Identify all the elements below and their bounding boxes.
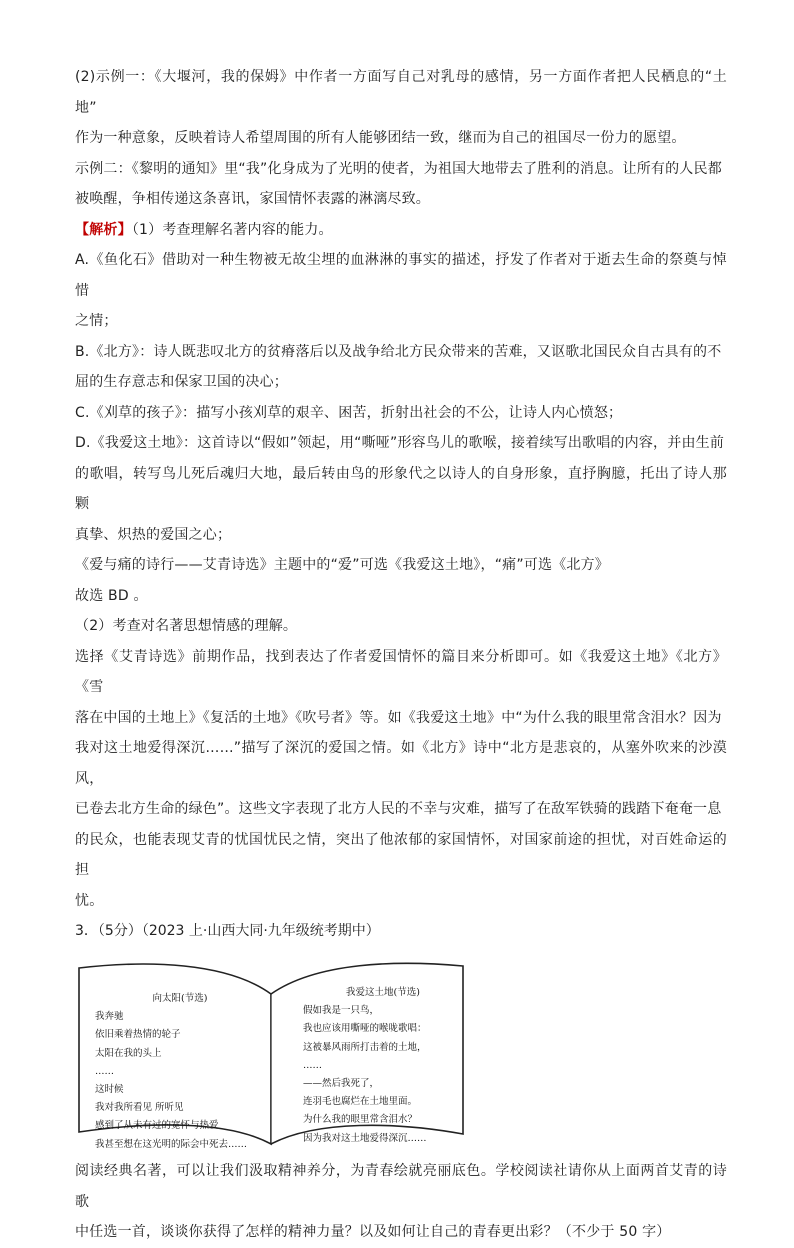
analysis-e-line-1: 《爱与痛的诗行——艾青诗选》主题中的“爱”可选《我爱这土地》，“痛”可选《北方》	[75, 557, 610, 573]
right-poem	[303, 984, 463, 1148]
right-poem-line: 连羽毛也腐烂在土地里面。	[303, 1096, 418, 1108]
answer-2-line-4: 被唤醒，争相传递这条喜讯，家国情怀表露的淋漓尽致。	[75, 191, 430, 207]
analysis-f-line-6: 忧。	[75, 892, 104, 909]
left-poem-line: 我对我所看见 所听见	[95, 1102, 184, 1114]
right-poem-line: 我也应该用嘶哑的喉咙歌唱：	[303, 1023, 427, 1035]
analysis-intro-text: （1）考查理解名著内容的能力。	[131, 221, 333, 238]
document-page	[75, 62, 727, 1248]
left-poem-title: 向太阳(节选)	[152, 993, 208, 1004]
analysis-part-2: （2）考查对名著思想情感的理解。	[75, 618, 298, 634]
open-book-illustration	[77, 954, 467, 1150]
right-poem-line: 假如我是一只鸟，	[303, 1005, 380, 1017]
analysis-b-line-2: 屈的生存意志和保家卫国的决心；	[75, 374, 288, 390]
analysis-answer: 故选 BD 。	[75, 587, 148, 604]
analysis-d-line-2: 的歌唱，转写鸟儿死后魂归大地，最后转由鸟的形象代之以诗人的自身形象，直抒胸臆，托出了诗人那颗	[75, 465, 727, 512]
right-poem-line: ——然后我死了，	[303, 1078, 380, 1090]
analysis-d-line-3: 真挚、炽热的爱国之心；	[75, 526, 232, 543]
answer-2-line-1: (2)示例一：《大堰河，我的保姆》中作者一方面写自己对乳母的感情，另一方面作者把人民栖息的“土地”	[75, 69, 727, 116]
analysis-c-line-1: C.《刈草的孩子》：描写小孩刈草的艰辛、困苦，折射出社会的不公，让诗人内心愤怒；	[75, 404, 623, 421]
analysis-label: 【解析】	[75, 221, 132, 238]
left-poem-line: 依旧乘着热情的轮子	[95, 1029, 181, 1041]
right-poem-title: 我爱这土地(节选)	[346, 987, 420, 998]
left-poem-line: 感到了从未有过的宽怀与热爱	[95, 1120, 219, 1132]
analysis-f-line-1: 选择《艾青诗选》前期作品，找到表达了作者爱国情怀的篇目来分析即可。如《我爱这土地》《北方》《雪	[75, 648, 727, 695]
analysis-d-line-1: D.《我爱这土地》：这首诗以“假如”领起，用“嘶哑”形容鸟儿的歌喉，接着续写出歌唱的内容，并由生前	[75, 435, 725, 451]
left-poem	[95, 990, 265, 1154]
answer-2-line-3: 示例二：《黎明的通知》里“我”化身成为了光明的使者，为祖国大地带去了胜利的消息。让所有的人民都	[75, 160, 722, 177]
analysis-a-line-1: A.《鱼化石》借助对一种生物被无故尘埋的血淋淋的事实的描述，抒发了作者对于逝去生命的祭奠与悼惜	[75, 252, 727, 299]
question-3-prompt-line-2: 中任选一首，谈谈你获得了怎样的精神力量？以及如何让自己的青春更出彩？（不少于 50 字）	[75, 1224, 671, 1240]
analysis-f-line-4: 已卷去北方生命的绿色”。这些文字表现了北方人民的不幸与灾难，描写了在敌军铁骑的践踏下奄奄一息	[75, 801, 722, 817]
question-3-header: 3．（5分）（2023 上·山西大同·九年级统考期中）	[75, 923, 380, 939]
left-poem-line: 太阳在我的头上	[95, 1047, 162, 1059]
question-3-prompt-line-1: 阅读经典名著，可以让我们汲取精神养分，为青春绘就亮丽底色。学校阅读社请你从上面两首艾青的诗歌	[75, 1163, 727, 1210]
analysis-b-line-1: B.《北方》：诗人既悲叹北方的贫瘠落后以及战争给北方民众带来的苦难，又讴歌北国民众自古具有的不	[75, 343, 722, 360]
right-poem-line: ……	[303, 1059, 322, 1071]
analysis-a-line-2: 之情；	[75, 313, 118, 329]
right-poem-line: 为什么我的眼里常含泪水？	[303, 1114, 418, 1126]
analysis-intro	[75, 215, 727, 246]
left-poem-line: 我甚至想在这光明的际会中死去……	[95, 1138, 248, 1150]
left-poem-line: 这时候	[95, 1084, 124, 1096]
left-poem-line: ……	[95, 1065, 114, 1077]
answer-2-line-2: 作为一种意象，反映着诗人希望周围的所有人能够团结一致，继而为自己的祖国尽一份力的愿望。	[75, 130, 686, 146]
right-poem-line: 这被暴风雨所打击着的土地，	[303, 1041, 427, 1053]
right-poem-line: 因为我对这土地爱得深沉……	[303, 1132, 427, 1144]
analysis-f-line-2: 落在中国的土地上》《复活的土地》《吹号者》等。如《我爱这土地》中“为什么我的眼里常含泪水？因为	[75, 709, 722, 726]
analysis-f-line-5: 的民众，也能表现艾青的忧国忧民之情，突出了他浓郁的家国情怀，对国家前途的担忧，对百姓命运的担	[75, 831, 727, 878]
left-poem-line: 我奔驰	[95, 1011, 124, 1023]
analysis-f-line-3: 我对这土地爱得深沉……”描写了深沉的爱国之情。如《北方》诗中“北方是悲哀的，从塞外吹来的沙漠风，	[75, 740, 727, 787]
